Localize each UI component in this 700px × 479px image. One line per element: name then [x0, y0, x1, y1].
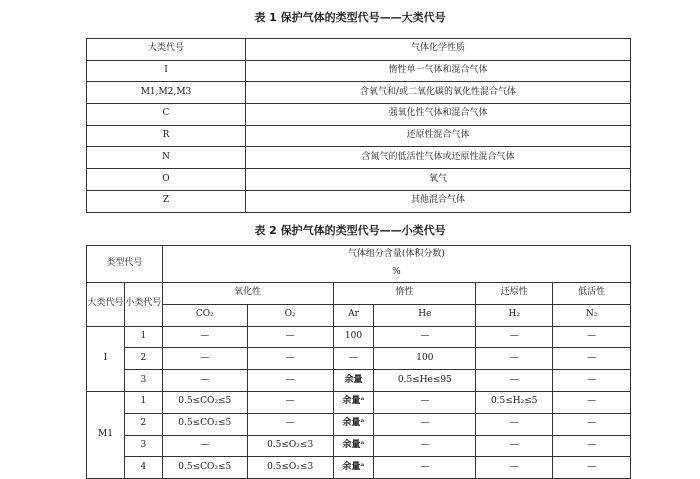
- table1-caption: 表 1 保护气体的类型代号——大类代号: [254, 11, 446, 24]
- o2-cell: —: [247, 391, 333, 413]
- table-row: [87, 169, 631, 191]
- he-header: He: [374, 304, 476, 326]
- table2-caption: 表 2 保护气体的类型代号——小类代号: [254, 224, 446, 237]
- n2-cell: —: [553, 391, 631, 413]
- table1: [86, 38, 631, 213]
- co2-header: CO₂: [162, 304, 247, 326]
- major-code-header: 大类代号: [87, 283, 125, 327]
- he-cell: 0.5≤He≤95: [374, 370, 476, 392]
- minor-code-header: 小类代号: [124, 283, 162, 327]
- h2-cell: —: [476, 370, 553, 392]
- table-cell: C: [87, 104, 246, 126]
- composition-header: 气体组分含量(体积分数): [162, 246, 630, 265]
- co2-cell: 0.5≤CO₂≤5: [162, 413, 247, 435]
- co2-cell: 0.5≤CO₂≤5: [162, 391, 247, 413]
- table-cell: N: [87, 147, 246, 169]
- o2-cell: 0.5≤O₂≤3: [247, 457, 333, 479]
- minor-code-cell: 1: [124, 391, 162, 413]
- type-code-header: 类型代号: [87, 246, 163, 283]
- n2-cell: —: [553, 413, 631, 435]
- table-cell: I: [87, 60, 246, 82]
- he-cell: —: [374, 326, 476, 348]
- o2-cell: —: [247, 413, 333, 435]
- table-row: [87, 326, 631, 348]
- minor-code-cell: 2: [124, 348, 162, 370]
- table1-header-cell: 大类代号: [87, 39, 246, 61]
- minor-code-cell: 4: [124, 457, 162, 479]
- table-row: [87, 125, 631, 147]
- table2: [86, 245, 631, 479]
- table-cell: M1,M2,M3: [87, 82, 246, 104]
- h2-cell: 0.5≤H₂≤5: [476, 391, 553, 413]
- h2-cell: —: [476, 413, 553, 435]
- n2-cell: —: [553, 326, 631, 348]
- ar-cell: 100: [333, 326, 374, 348]
- ar-cell: 余量ᵃ: [333, 457, 374, 479]
- table-row: [87, 348, 631, 370]
- co2-cell: —: [162, 435, 247, 457]
- table1-header-cell: 气体化学性质: [246, 39, 631, 61]
- minor-code-cell: 2: [124, 413, 162, 435]
- co2-cell: —: [162, 326, 247, 348]
- h2-cell: —: [476, 435, 553, 457]
- table2-header-row: [87, 264, 631, 283]
- table2-header-row: [87, 246, 631, 265]
- table-row: [87, 413, 631, 435]
- major-code-cell: I: [87, 326, 125, 391]
- table-cell: 含氮气的低活性气体或还原性混合气体: [246, 147, 631, 169]
- table-cell: 惰性单一气体和混合气体: [246, 60, 631, 82]
- ar-cell: —: [333, 348, 374, 370]
- he-cell: —: [374, 457, 476, 479]
- n2-cell: —: [553, 348, 631, 370]
- table-row: [87, 457, 631, 479]
- ar-cell: 余量ᵃ: [333, 435, 374, 457]
- n2-cell: —: [553, 370, 631, 392]
- table-cell: O: [87, 169, 246, 191]
- h2-header: H₂: [476, 304, 553, 326]
- o2-header: O₂: [247, 304, 333, 326]
- oxidizing-header: 氧化性: [162, 283, 333, 305]
- major-code-cell: M1: [87, 391, 125, 478]
- ar-cell: 余量ᵃ: [333, 413, 374, 435]
- table-row: [87, 104, 631, 126]
- o2-cell: —: [247, 326, 333, 348]
- table-row: [87, 370, 631, 392]
- o2-cell: —: [247, 348, 333, 370]
- table-row: [87, 435, 631, 457]
- o2-cell: 0.5≤O₂≤3: [247, 435, 333, 457]
- he-cell: —: [374, 413, 476, 435]
- table-row: [87, 147, 631, 169]
- table-cell: 强氧化性气体和混合气体: [246, 104, 631, 126]
- co2-cell: —: [162, 370, 247, 392]
- table2-header-row: [87, 304, 631, 326]
- minor-code-cell: 1: [124, 326, 162, 348]
- ar-header: Ar: [333, 304, 374, 326]
- table2-header-row: [87, 283, 631, 305]
- table1-header-row: [87, 39, 631, 61]
- he-cell: —: [374, 391, 476, 413]
- h2-cell: —: [476, 326, 553, 348]
- table-cell: 还原性混合气体: [246, 125, 631, 147]
- h2-cell: —: [476, 457, 553, 479]
- n2-header: N₂: [553, 304, 631, 326]
- reducing-header: 还原性: [476, 283, 553, 305]
- co2-cell: —: [162, 348, 247, 370]
- table-cell: Z: [87, 190, 246, 212]
- ar-cell: 余量: [333, 370, 374, 392]
- table-row: [87, 391, 631, 413]
- minor-code-cell: 3: [124, 370, 162, 392]
- low-activity-header: 低活性: [553, 283, 631, 305]
- table-cell: 氧气: [246, 169, 631, 191]
- co2-cell: 0.5≤CO₂≤5: [162, 457, 247, 479]
- table-row: [87, 60, 631, 82]
- table-cell: 其他混合气体: [246, 190, 631, 212]
- n2-cell: —: [553, 435, 631, 457]
- o2-cell: —: [247, 370, 333, 392]
- table-cell: R: [87, 125, 246, 147]
- he-cell: 100: [374, 348, 476, 370]
- minor-code-cell: 3: [124, 435, 162, 457]
- table-cell: 含氧气和/或二氧化碳的氧化性混合气体: [246, 82, 631, 104]
- h2-cell: —: [476, 348, 553, 370]
- table-row: [87, 82, 631, 104]
- he-cell: —: [374, 435, 476, 457]
- n2-cell: —: [553, 457, 631, 479]
- ar-cell: 余量ᵃ: [333, 391, 374, 413]
- unit-header: %: [162, 264, 630, 283]
- inert-header: 惰性: [333, 283, 476, 305]
- table-row: [87, 190, 631, 212]
